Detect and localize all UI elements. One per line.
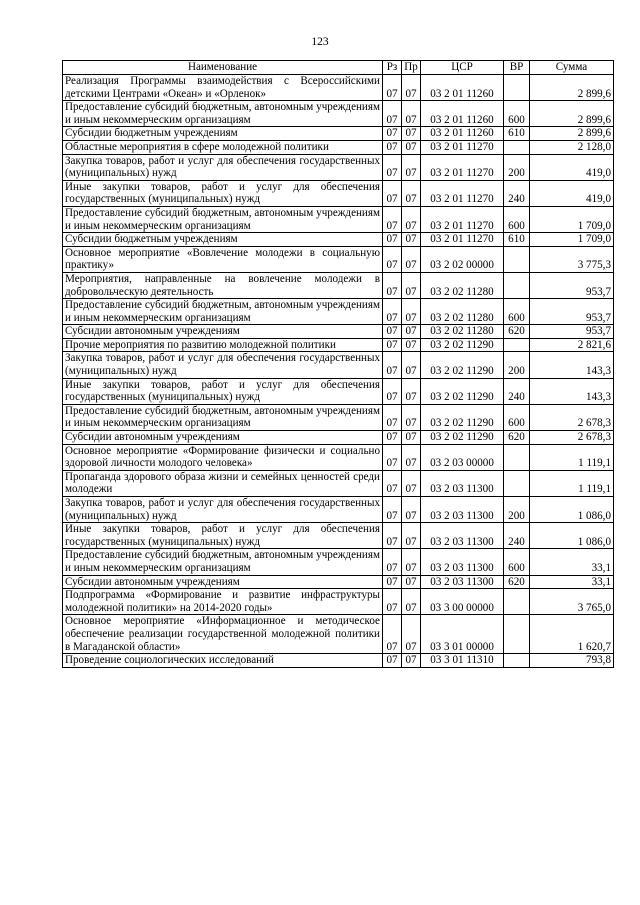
cell-vr: 240 — [504, 378, 530, 404]
table-row — [63, 404, 614, 430]
cell-csr: 03 2 02 11280 — [421, 299, 504, 325]
cell-pr: 07 — [402, 325, 421, 339]
cell-vr: 200 — [504, 352, 530, 378]
cell-name: Предоставление субсидий бюджетным, автономным учреждениям и иным некоммерческим организациям — [63, 299, 383, 325]
cell-sum: 2 678,3 — [530, 404, 614, 430]
cell-sum: 3 775,3 — [530, 246, 614, 272]
cell-csr: 03 2 03 11300 — [421, 549, 504, 575]
cell-rz: 07 — [383, 497, 402, 523]
cell-vr: 600 — [504, 101, 530, 127]
cell-sum: 2 899,6 — [530, 101, 614, 127]
cell-pr: 07 — [402, 127, 421, 141]
header-vr: ВР — [504, 61, 530, 75]
cell-pr: 07 — [402, 431, 421, 445]
cell-pr: 07 — [402, 589, 421, 615]
cell-sum: 2 899,6 — [530, 75, 614, 101]
table-row — [63, 575, 614, 589]
cell-sum: 2 678,3 — [530, 431, 614, 445]
table-row — [63, 246, 614, 272]
cell-name: Основное мероприятие «Вовлечение молодежи в социальную практику» — [63, 246, 383, 272]
cell-csr: 03 3 01 00000 — [421, 615, 504, 654]
cell-name: Субсидии бюджетным учреждениям — [63, 233, 383, 247]
cell-name: Иные закупки товаров, работ и услуг для обеспечения государственных (муниципальных) нужд — [63, 378, 383, 404]
cell-name: Закупка товаров, работ и услуг для обеспечения государственных (муниципальных) нужд — [63, 497, 383, 523]
cell-sum: 419,0 — [530, 180, 614, 206]
cell-pr: 07 — [402, 272, 421, 298]
cell-vr — [504, 338, 530, 352]
cell-pr: 07 — [402, 206, 421, 232]
cell-csr: 03 2 01 11270 — [421, 233, 504, 247]
table-row — [63, 75, 614, 101]
cell-vr: 200 — [504, 497, 530, 523]
cell-vr: 600 — [504, 549, 530, 575]
cell-vr — [504, 615, 530, 654]
cell-rz: 07 — [383, 233, 402, 247]
cell-name: Основное мероприятие «Формирование физически и социально здоровой личности молодого человека» — [63, 444, 383, 470]
cell-pr: 07 — [402, 180, 421, 206]
cell-pr: 07 — [402, 75, 421, 101]
cell-pr: 07 — [402, 101, 421, 127]
cell-vr: 240 — [504, 180, 530, 206]
table-row — [63, 325, 614, 339]
cell-csr: 03 3 01 11310 — [421, 654, 504, 668]
cell-name: Реализация Программы взаимодействия с Всероссийскими детскими Центрами «Океан» и «Орленок» — [63, 75, 383, 101]
table-row — [63, 615, 614, 654]
cell-name: Мероприятия, направленные на вовлечение молодежи в добровольческую деятельность — [63, 272, 383, 298]
cell-rz: 07 — [383, 299, 402, 325]
cell-vr: 600 — [504, 299, 530, 325]
cell-vr — [504, 140, 530, 154]
cell-pr: 07 — [402, 299, 421, 325]
cell-vr: 240 — [504, 523, 530, 549]
cell-vr — [504, 246, 530, 272]
table-row — [63, 127, 614, 141]
cell-rz: 07 — [383, 352, 402, 378]
table-row — [63, 378, 614, 404]
cell-rz: 07 — [383, 206, 402, 232]
cell-name: Закупка товаров, работ и услуг для обеспечения государственных (муниципальных) нужд — [63, 352, 383, 378]
cell-rz: 07 — [383, 272, 402, 298]
table-row — [63, 654, 614, 668]
cell-vr — [504, 470, 530, 496]
cell-csr: 03 2 02 11280 — [421, 272, 504, 298]
table-row — [63, 497, 614, 523]
cell-name: Субсидии автономным учреждениям — [63, 575, 383, 589]
cell-sum: 1 086,0 — [530, 497, 614, 523]
table-row — [63, 444, 614, 470]
cell-csr: 03 3 00 00000 — [421, 589, 504, 615]
cell-vr — [504, 444, 530, 470]
cell-rz: 07 — [383, 127, 402, 141]
cell-pr: 07 — [402, 654, 421, 668]
cell-rz: 07 — [383, 615, 402, 654]
table-row — [63, 206, 614, 232]
cell-sum: 33,1 — [530, 549, 614, 575]
cell-sum: 1 086,0 — [530, 523, 614, 549]
cell-name: Субсидии бюджетным учреждениям — [63, 127, 383, 141]
cell-rz: 07 — [383, 404, 402, 430]
cell-name: Иные закупки товаров, работ и услуг для обеспечения государственных (муниципальных) нужд — [63, 523, 383, 549]
budget-table — [62, 60, 614, 668]
cell-sum: 953,7 — [530, 299, 614, 325]
table-row — [63, 352, 614, 378]
cell-rz: 07 — [383, 154, 402, 180]
cell-csr: 03 2 02 00000 — [421, 246, 504, 272]
cell-sum: 953,7 — [530, 325, 614, 339]
header-sum: Сумма — [530, 61, 614, 75]
cell-csr: 03 2 02 11290 — [421, 338, 504, 352]
header-pr: Пр — [402, 61, 421, 75]
cell-vr: 200 — [504, 154, 530, 180]
table-header-row — [63, 61, 614, 75]
cell-name: Субсидии автономным учреждениям — [63, 325, 383, 339]
cell-rz: 07 — [383, 654, 402, 668]
cell-vr: 620 — [504, 575, 530, 589]
cell-csr: 03 2 03 11300 — [421, 470, 504, 496]
cell-rz: 07 — [383, 180, 402, 206]
cell-vr — [504, 272, 530, 298]
cell-pr: 07 — [402, 523, 421, 549]
cell-vr: 620 — [504, 431, 530, 445]
cell-vr: 600 — [504, 206, 530, 232]
cell-pr: 07 — [402, 352, 421, 378]
cell-pr: 07 — [402, 233, 421, 247]
cell-vr: 610 — [504, 127, 530, 141]
table-row — [63, 180, 614, 206]
cell-name: Предоставление субсидий бюджетным, автономным учреждениям и иным некоммерческим организациям — [63, 101, 383, 127]
cell-name: Иные закупки товаров, работ и услуг для обеспечения государственных (муниципальных) нужд — [63, 180, 383, 206]
cell-csr: 03 2 01 11270 — [421, 140, 504, 154]
cell-pr: 07 — [402, 470, 421, 496]
header-csr: ЦСР — [421, 61, 504, 75]
cell-sum: 33,1 — [530, 575, 614, 589]
table-row — [63, 589, 614, 615]
cell-name: Областные мероприятия в сфере молодежной политики — [63, 140, 383, 154]
cell-csr: 03 2 02 11290 — [421, 431, 504, 445]
header-rz: Рз — [383, 61, 402, 75]
table-row — [63, 140, 614, 154]
cell-rz: 07 — [383, 140, 402, 154]
cell-name: Подпрограмма «Формирование и развитие инфраструктуры молодежной политики» на 2014-2020 годы» — [63, 589, 383, 615]
cell-sum: 3 765,0 — [530, 589, 614, 615]
cell-vr: 600 — [504, 404, 530, 430]
cell-pr: 07 — [402, 378, 421, 404]
cell-csr: 03 2 03 11300 — [421, 497, 504, 523]
cell-sum: 2 899,6 — [530, 127, 614, 141]
cell-rz: 07 — [383, 470, 402, 496]
cell-name: Проведение социологических исследований — [63, 654, 383, 668]
cell-pr: 07 — [402, 497, 421, 523]
cell-sum: 1 119,1 — [530, 470, 614, 496]
cell-pr: 07 — [402, 575, 421, 589]
cell-sum: 143,3 — [530, 378, 614, 404]
cell-sum: 419,0 — [530, 154, 614, 180]
cell-csr: 03 2 01 11270 — [421, 180, 504, 206]
cell-csr: 03 2 02 11290 — [421, 378, 504, 404]
cell-sum: 1 119,1 — [530, 444, 614, 470]
cell-rz: 07 — [383, 338, 402, 352]
table-row — [63, 470, 614, 496]
cell-pr: 07 — [402, 140, 421, 154]
cell-pr: 07 — [402, 615, 421, 654]
cell-sum: 1 709,0 — [530, 206, 614, 232]
cell-name: Предоставление субсидий бюджетным, автономным учреждениям и иным некоммерческим организациям — [63, 404, 383, 430]
table-row — [63, 101, 614, 127]
cell-name: Закупка товаров, работ и услуг для обеспечения государственных (муниципальных) нужд — [63, 154, 383, 180]
cell-csr: 03 2 01 11260 — [421, 101, 504, 127]
cell-csr: 03 2 02 11290 — [421, 352, 504, 378]
cell-vr — [504, 589, 530, 615]
table-row — [63, 523, 614, 549]
cell-vr — [504, 75, 530, 101]
table-row — [63, 549, 614, 575]
cell-sum: 1 620,7 — [530, 615, 614, 654]
cell-sum: 953,7 — [530, 272, 614, 298]
cell-sum: 2 821,6 — [530, 338, 614, 352]
cell-name: Пропаганда здорового образа жизни и семейных ценностей среди молодежи — [63, 470, 383, 496]
cell-csr: 03 2 01 11270 — [421, 206, 504, 232]
cell-csr: 03 2 01 11260 — [421, 127, 504, 141]
cell-rz: 07 — [383, 549, 402, 575]
header-name: Наименование — [63, 61, 383, 75]
cell-csr: 03 2 03 11300 — [421, 523, 504, 549]
cell-csr: 03 2 03 11300 — [421, 575, 504, 589]
cell-csr: 03 2 02 11290 — [421, 404, 504, 430]
cell-pr: 07 — [402, 246, 421, 272]
cell-sum: 143,3 — [530, 352, 614, 378]
cell-name: Основное мероприятие «Информационное и методическое обеспечение реализации государственной молодежной политики в Магаданской области» — [63, 615, 383, 654]
cell-rz: 07 — [383, 75, 402, 101]
cell-name: Предоставление субсидий бюджетным, автономным учреждениям и иным некоммерческим организациям — [63, 549, 383, 575]
cell-sum: 2 128,0 — [530, 140, 614, 154]
cell-vr: 610 — [504, 233, 530, 247]
page-number: 123 — [311, 36, 329, 48]
cell-pr: 07 — [402, 338, 421, 352]
cell-name: Субсидии автономным учреждениям — [63, 431, 383, 445]
cell-pr: 07 — [402, 404, 421, 430]
cell-sum: 1 709,0 — [530, 233, 614, 247]
cell-rz: 07 — [383, 444, 402, 470]
cell-rz: 07 — [383, 101, 402, 127]
table-row — [63, 431, 614, 445]
cell-vr: 620 — [504, 325, 530, 339]
cell-csr: 03 2 02 11280 — [421, 325, 504, 339]
cell-csr: 03 2 03 00000 — [421, 444, 504, 470]
table-row — [63, 299, 614, 325]
cell-rz: 07 — [383, 523, 402, 549]
cell-sum: 793,8 — [530, 654, 614, 668]
table-row — [63, 233, 614, 247]
cell-csr: 03 2 01 11260 — [421, 75, 504, 101]
cell-pr: 07 — [402, 444, 421, 470]
cell-rz: 07 — [383, 575, 402, 589]
cell-vr — [504, 654, 530, 668]
cell-name: Предоставление субсидий бюджетным, автономным учреждениям и иным некоммерческим организациям — [63, 206, 383, 232]
cell-rz: 07 — [383, 589, 402, 615]
cell-rz: 07 — [383, 246, 402, 272]
table-row — [63, 154, 614, 180]
cell-pr: 07 — [402, 154, 421, 180]
cell-rz: 07 — [383, 325, 402, 339]
cell-name: Прочие мероприятия по развитию молодежной политики — [63, 338, 383, 352]
cell-csr: 03 2 01 11270 — [421, 154, 504, 180]
table-row — [63, 338, 614, 352]
cell-rz: 07 — [383, 431, 402, 445]
cell-rz: 07 — [383, 378, 402, 404]
table-row — [63, 272, 614, 298]
cell-pr: 07 — [402, 549, 421, 575]
